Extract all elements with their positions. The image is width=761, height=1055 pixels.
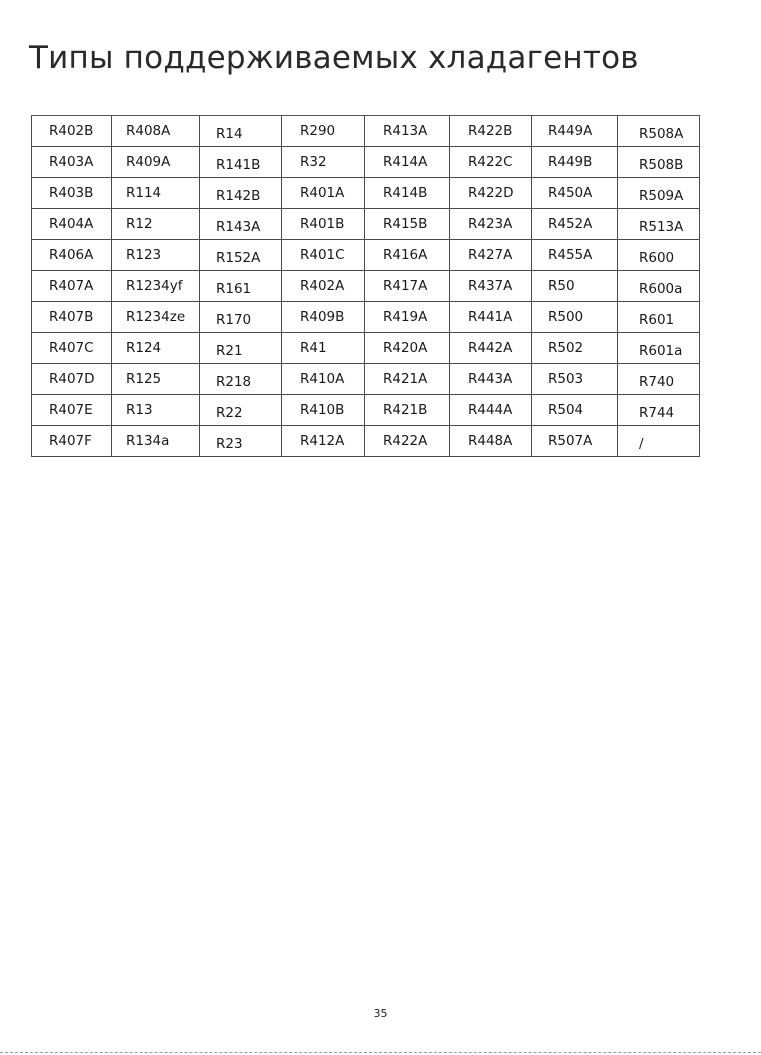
- table-cell: R403B: [32, 178, 112, 209]
- table-cell: R161: [200, 271, 282, 302]
- table-cell: R401B: [282, 209, 365, 240]
- table-cell: R423A: [450, 209, 532, 240]
- table-cell: R513A: [618, 209, 700, 240]
- table-cell: R410A: [282, 364, 365, 395]
- table-cell: R504: [532, 395, 618, 426]
- table-cell: R407B: [32, 302, 112, 333]
- table-cell: R1234yf: [112, 271, 200, 302]
- refrigerant-table: [31, 115, 700, 457]
- table-cell: R402B: [32, 116, 112, 147]
- table-cell: R407D: [32, 364, 112, 395]
- bottom-divider: [0, 1052, 761, 1053]
- table-cell: R142B: [200, 178, 282, 209]
- page-title: Типы поддерживаемых хладагентов: [29, 40, 639, 76]
- table-cell: R740: [618, 364, 700, 395]
- table-cell: R414A: [365, 147, 450, 178]
- table-cell: R114: [112, 178, 200, 209]
- table-cell: R21: [200, 333, 282, 364]
- table-cell: R422C: [450, 147, 532, 178]
- table-cell: R407E: [32, 395, 112, 426]
- table-cell: R449B: [532, 147, 618, 178]
- table-cell: R422D: [450, 178, 532, 209]
- table-cell: R744: [618, 395, 700, 426]
- table-cell: R408A: [112, 116, 200, 147]
- table-cell: R427A: [450, 240, 532, 271]
- table-cell: R508B: [618, 147, 700, 178]
- table-cell: R290: [282, 116, 365, 147]
- table-cell: R600a: [618, 271, 700, 302]
- table-cell: R421B: [365, 395, 450, 426]
- page-number: 35: [373, 1007, 388, 1020]
- table-cell: R419A: [365, 302, 450, 333]
- table-cell: R409A: [112, 147, 200, 178]
- table-cell: R12: [112, 209, 200, 240]
- table-row: [32, 116, 700, 147]
- table-cell: R13: [112, 395, 200, 426]
- table-cell: R503: [532, 364, 618, 395]
- table-cell: R410B: [282, 395, 365, 426]
- table-cell: R449A: [532, 116, 618, 147]
- table-cell: R420A: [365, 333, 450, 364]
- table-cell: R143A: [200, 209, 282, 240]
- table-cell: R402A: [282, 271, 365, 302]
- table-cell: R404A: [32, 209, 112, 240]
- table-cell: R403A: [32, 147, 112, 178]
- table-cell: R123: [112, 240, 200, 271]
- table-cell: R600: [618, 240, 700, 271]
- table-cell: R442A: [450, 333, 532, 364]
- table-cell: R14: [200, 116, 282, 147]
- table-row: [32, 333, 700, 364]
- table-row: [32, 426, 700, 457]
- table-cell: R170: [200, 302, 282, 333]
- table-row: [32, 395, 700, 426]
- table-cell: R50: [532, 271, 618, 302]
- table-cell: R500: [532, 302, 618, 333]
- table-row: [32, 209, 700, 240]
- refrigerant-table-body: [32, 116, 700, 457]
- table-cell: R32: [282, 147, 365, 178]
- table-cell: R407A: [32, 271, 112, 302]
- table-cell: R450A: [532, 178, 618, 209]
- table-cell: R124: [112, 333, 200, 364]
- table-cell: R413A: [365, 116, 450, 147]
- table-row: [32, 364, 700, 395]
- table-cell: R415B: [365, 209, 450, 240]
- table-cell: R409B: [282, 302, 365, 333]
- table-cell: R455A: [532, 240, 618, 271]
- table-cell: R406A: [32, 240, 112, 271]
- table-cell: R134a: [112, 426, 200, 457]
- table-cell: R601: [618, 302, 700, 333]
- table-cell: R508A: [618, 116, 700, 147]
- table-cell: R507A: [532, 426, 618, 457]
- table-cell: R416A: [365, 240, 450, 271]
- table-cell: R218: [200, 364, 282, 395]
- table-cell: R422A: [365, 426, 450, 457]
- table-row: [32, 302, 700, 333]
- table-cell: R41: [282, 333, 365, 364]
- table-row: [32, 147, 700, 178]
- table-cell: R443A: [450, 364, 532, 395]
- table-cell: R407C: [32, 333, 112, 364]
- table-cell: R23: [200, 426, 282, 457]
- table-cell: R441A: [450, 302, 532, 333]
- table-cell: /: [618, 426, 700, 457]
- table-cell: R437A: [450, 271, 532, 302]
- table-cell: R422B: [450, 116, 532, 147]
- table-cell: R509A: [618, 178, 700, 209]
- table-cell: R421A: [365, 364, 450, 395]
- table-row: [32, 271, 700, 302]
- table-cell: R407F: [32, 426, 112, 457]
- table-cell: R125: [112, 364, 200, 395]
- table-cell: R22: [200, 395, 282, 426]
- table-cell: R1234ze: [112, 302, 200, 333]
- table-cell: R414B: [365, 178, 450, 209]
- table-row: [32, 178, 700, 209]
- table-row: [32, 240, 700, 271]
- table-cell: R502: [532, 333, 618, 364]
- table-cell: R412A: [282, 426, 365, 457]
- table-cell: R152A: [200, 240, 282, 271]
- table-cell: R452A: [532, 209, 618, 240]
- table-cell: R601a: [618, 333, 700, 364]
- table-cell: R448A: [450, 426, 532, 457]
- table-cell: R417A: [365, 271, 450, 302]
- table-cell: R444A: [450, 395, 532, 426]
- table-cell: R141B: [200, 147, 282, 178]
- table-cell: R401C: [282, 240, 365, 271]
- table-cell: R401A: [282, 178, 365, 209]
